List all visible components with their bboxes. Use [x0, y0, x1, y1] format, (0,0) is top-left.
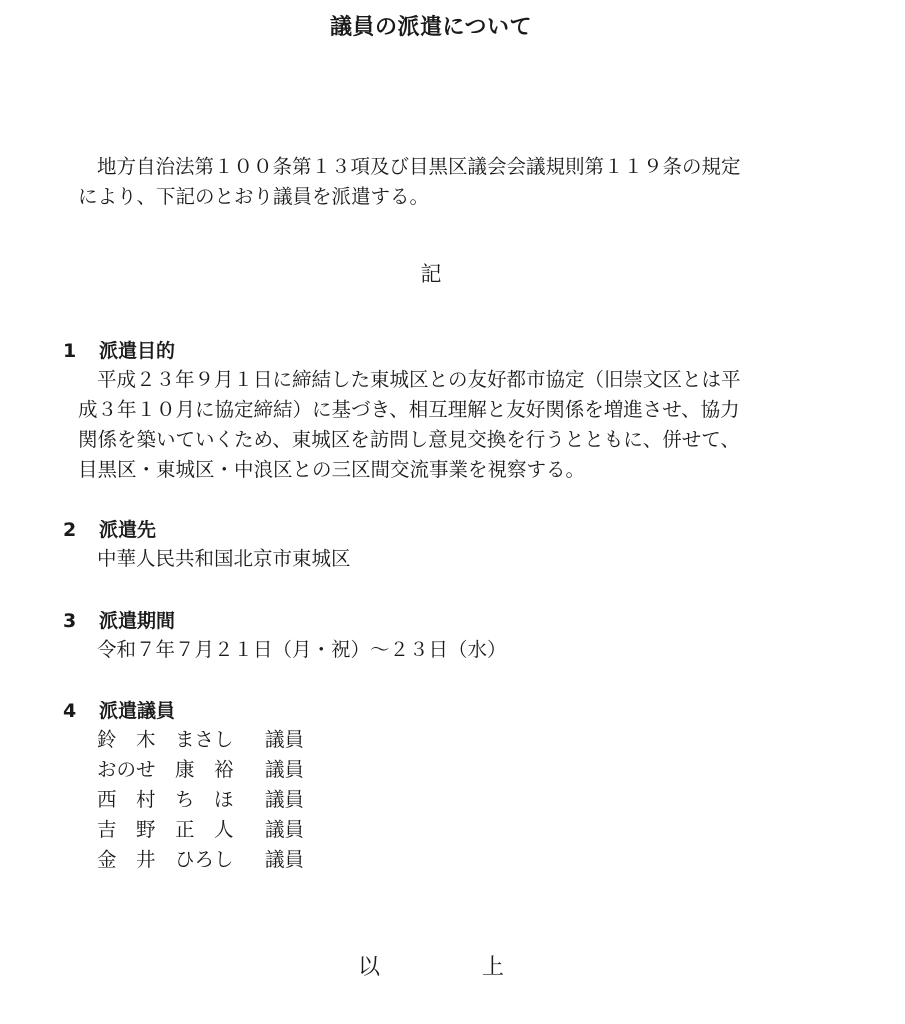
- section-1-line-1: 平成２３年９月１日に締結した東城区との友好都市協定（旧崇文区とは平: [97, 368, 741, 391]
- section-heading-text: 派遣目的: [99, 340, 176, 362]
- section-3-line-1: 令和７年７月２１日（月・祝）～２３日（水）: [97, 638, 507, 661]
- section-heading-text: 派遣議員: [99, 700, 176, 722]
- section-2-line-1: 中華人民共和国北京市東城区: [97, 547, 351, 570]
- section-1-line-3: 関係を築いていくため、東城区を訪問し意見交換を行うとともに、併せて、: [78, 428, 740, 451]
- document-title: 議員の派遣について: [329, 15, 533, 40]
- member-title: 議員: [265, 728, 305, 751]
- member-name: 吉 野 正 人: [97, 818, 234, 841]
- section-number: 3: [63, 610, 77, 632]
- member-row: [97, 725, 304, 755]
- section-heading-text: 派遣期間: [99, 610, 176, 632]
- section-1-line-4: 目黒区・東城区・中浪区との三区間交流事業を視察する。: [78, 458, 586, 481]
- closing-right: 上: [482, 955, 505, 980]
- member-title: 議員: [265, 788, 305, 811]
- intro-line-2: により、下記のとおり議員を派遣する。: [78, 185, 430, 208]
- member-title: 議員: [265, 848, 305, 871]
- member-title: 議員: [265, 758, 305, 781]
- section-number: 2: [63, 519, 77, 541]
- member-row: [97, 845, 304, 875]
- member-name: 西 村 ち ほ: [97, 788, 234, 811]
- member-name: おのせ 康 裕: [97, 758, 234, 781]
- section-number: 4: [63, 700, 77, 722]
- section-2-heading: [63, 516, 156, 544]
- member-title: 議員: [265, 818, 305, 841]
- section-1-line-2: 成３年１０月に協定締結）に基づき、相互理解と友好関係を増進させ、協力: [78, 398, 740, 421]
- section-heading-text: 派遣先: [99, 519, 157, 541]
- member-row: [97, 815, 304, 845]
- section-number: 1: [63, 340, 77, 362]
- closing-left: 以: [358, 955, 381, 980]
- ki-mark: 記: [420, 262, 442, 286]
- section-4-heading: [63, 697, 175, 725]
- member-row: [97, 755, 304, 785]
- intro-line-1: 地方自治法第１００条第１３項及び目黒区議会会議規則第１１９条の規定: [97, 155, 741, 178]
- member-name: 金 井 ひろし: [97, 848, 234, 871]
- section-1-heading: [63, 337, 175, 365]
- section-3-heading: [63, 607, 175, 635]
- member-name: 鈴 木 まさし: [97, 728, 234, 751]
- member-row: [97, 785, 304, 815]
